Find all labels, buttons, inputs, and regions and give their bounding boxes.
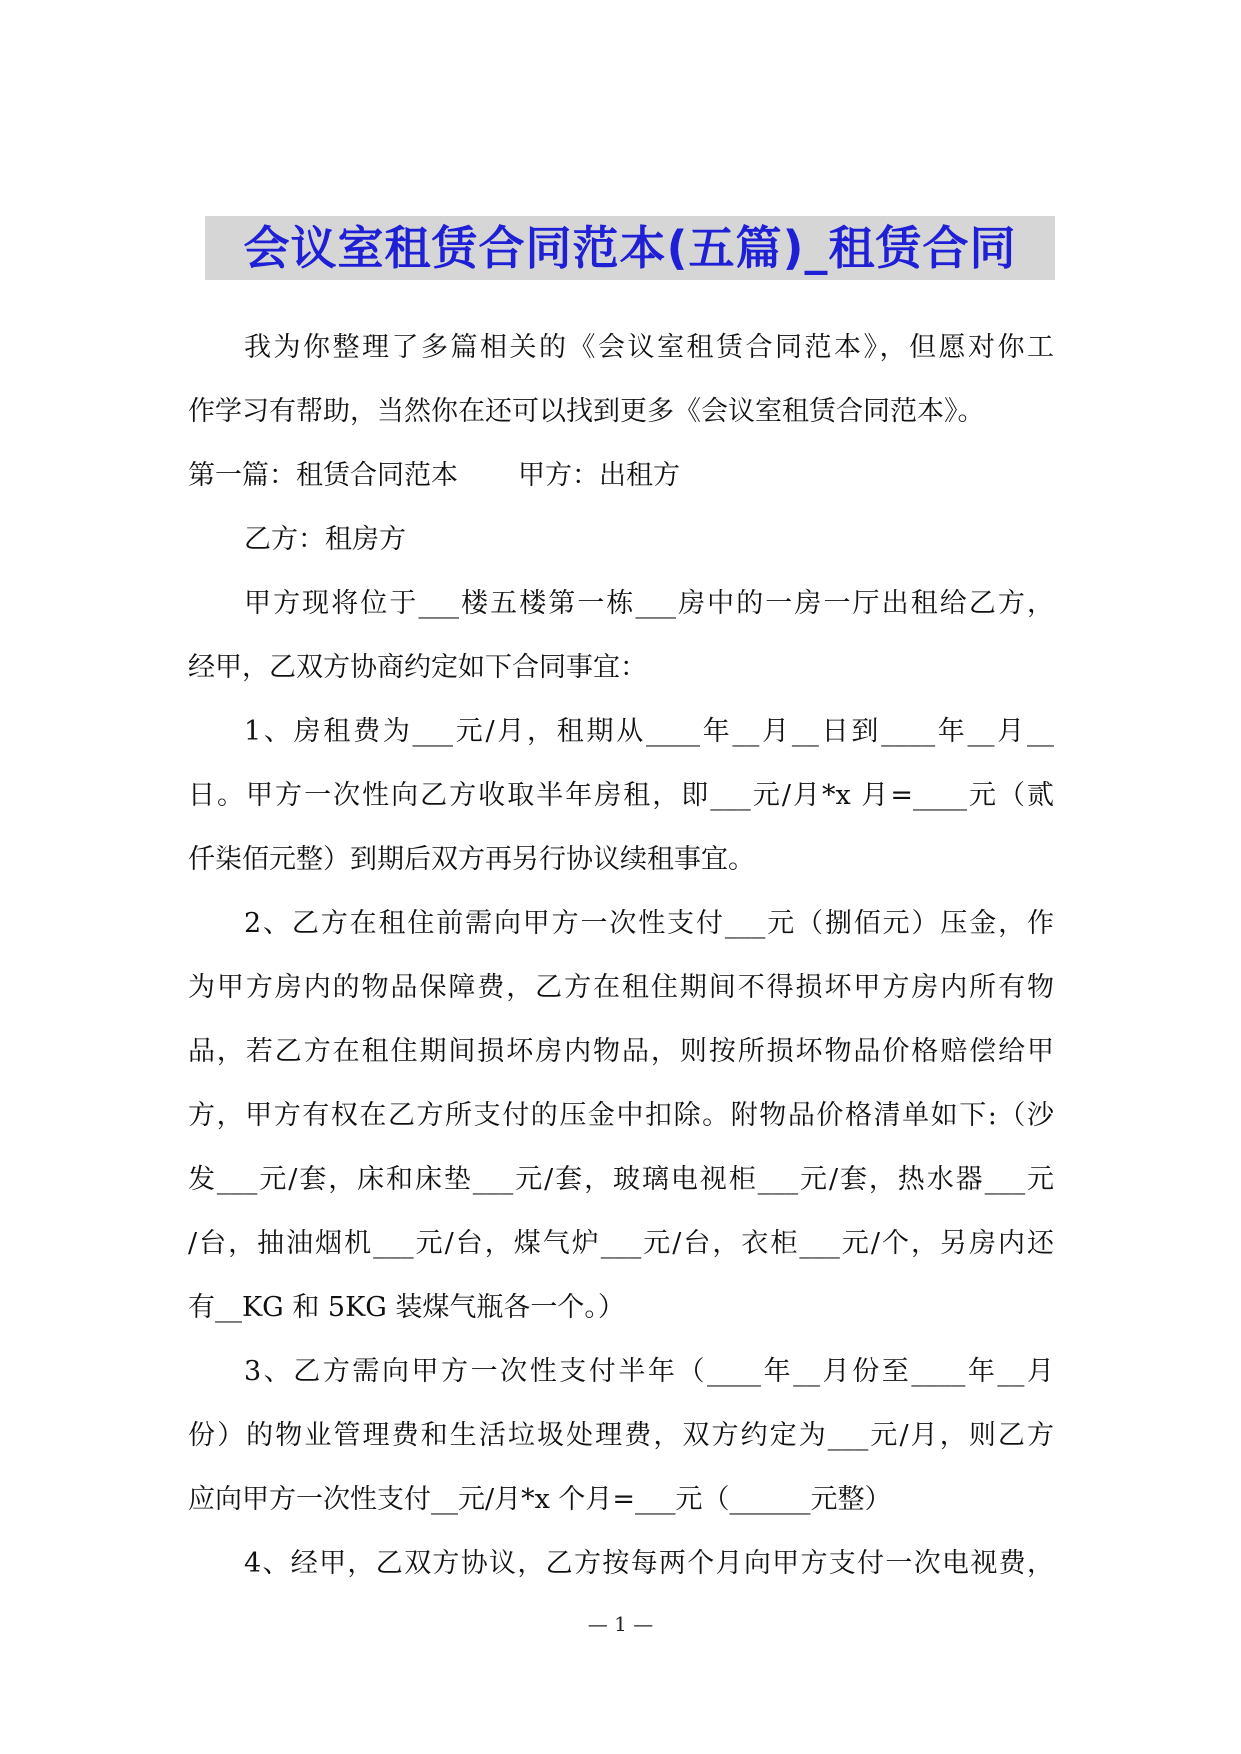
preamble-line-1: 甲方现将位于___楼五楼第一栋___房中的一房一厅出租给乙方， <box>244 588 1054 619</box>
clause-2-line-4: 方，甲方有权在乙方所支付的压金中扣除。附物品价格清单如下:（沙 <box>188 1100 1054 1131</box>
clause-1-line-1: 1、房租费为___元/月，租期从____年__月__日到____年__月__ <box>244 716 1054 747</box>
intro-line-2: 作学习有帮助，当然你在还可以找到更多《会议室租赁合同范本》。 <box>188 396 985 427</box>
clause-1-line-3: 仟柒佰元整）到期后双方再另行协议续租事宜。 <box>188 844 755 875</box>
clause-4-line-1: 4、经甲，乙双方协议，乙方按每两个月向甲方支付一次电视费， <box>244 1548 1054 1579</box>
party-b-label: 乙方：租房方 <box>244 524 406 555</box>
title-highlight <box>205 216 1055 280</box>
section-heading: 第一篇：租赁合同范本 <box>188 460 458 491</box>
intro-line-1: 我为你整理了多篇相关的《会议室租赁合同范本》，但愿对你工 <box>244 332 1054 363</box>
clause-3-line-1: 3、乙方需向甲方一次性支付半年（____年__月份至____年__月 <box>244 1356 1054 1387</box>
clause-1-line-2: 日。甲方一次性向乙方收取半年房租，即___元/月*x 月=____元（贰 <box>188 780 1054 811</box>
document-title: 会议室租赁合同范本(五篇)_租赁合同 <box>243 221 1017 275</box>
party-a-label: 甲方：出租方 <box>518 460 680 491</box>
clause-3-line-2: 份）的物业管理费和生活垃圾处理费，双方约定为___元/月，则乙方 <box>188 1420 1054 1451</box>
clause-2-line-6: /台，抽油烟机___元/台，煤气炉___元/台，衣柜___元/个，另房内还 <box>188 1228 1054 1259</box>
preamble-line-2: 经甲，乙双方协商约定如下合同事宜： <box>188 652 647 683</box>
section-heading-row <box>188 444 1054 508</box>
page-number: — 1 — <box>587 1612 654 1636</box>
clause-2-line-2: 为甲方房内的物品保障费，乙方在租住期间不得损坏甲方房内所有物 <box>188 972 1054 1003</box>
document-body <box>188 316 1054 1596</box>
clause-2-line-3: 品，若乙方在租住期间损坏房内物品，则按所损坏物品价格赔偿给甲 <box>188 1036 1054 1067</box>
clause-2-line-7: 有__KG 和 5KG 装煤气瓶各一个。） <box>188 1292 625 1323</box>
clause-2-line-1: 2、乙方在租住前需向甲方一次性支付___元（捌佰元）压金，作 <box>244 908 1054 939</box>
clause-3-line-3: 应向甲方一次性支付__元/月*x 个月=___元（______元整） <box>188 1484 892 1515</box>
clause-2-line-5: 发___元/套，床和床垫___元/套，玻璃电视柜___元/套，热水器___元 <box>188 1164 1054 1195</box>
